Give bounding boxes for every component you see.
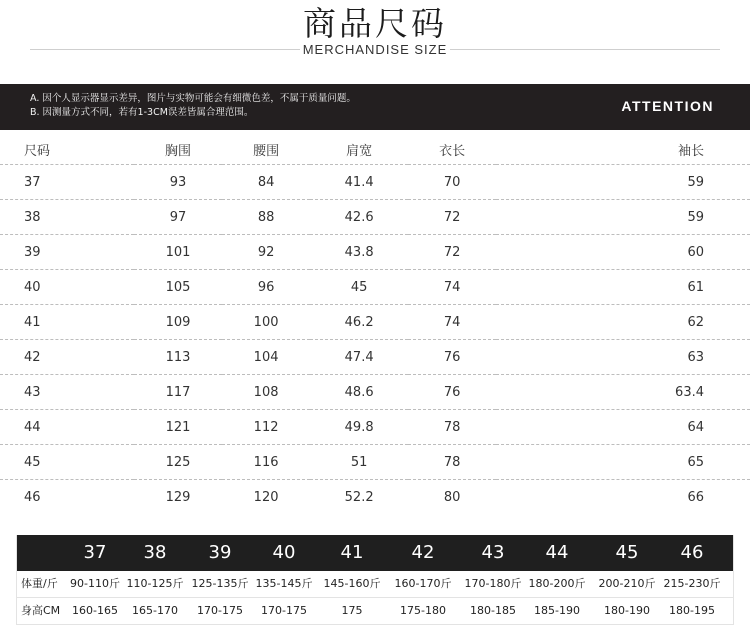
cell-shoulder: 49.8 — [310, 410, 408, 445]
cell-length: 72 — [408, 200, 496, 235]
height-value: 170-175 — [197, 604, 243, 617]
notice-line-b: B. 因测量方式不同，若有1-3CM误差皆属合理范围。 — [30, 107, 254, 118]
cell-length: 78 — [408, 445, 496, 480]
cell-waist: 96 — [222, 270, 310, 305]
cell-length: 76 — [408, 375, 496, 410]
weight-value: 125-135斤 — [191, 577, 249, 590]
page-subtitle: MERCHANDISE SIZE — [302, 42, 448, 57]
cell-size: 37 — [0, 165, 134, 200]
height-value: 180-195 — [669, 604, 715, 617]
cell-shoulder: 47.4 — [310, 340, 408, 375]
cell-shoulder: 43.8 — [310, 235, 408, 270]
reference-size-38: 38 — [143, 542, 167, 563]
cell-shoulder: 51 — [310, 445, 408, 480]
cell-waist: 120 — [222, 480, 310, 515]
height-value: 185-190 — [534, 604, 580, 617]
header-shoulder: 肩宽 — [346, 143, 373, 159]
cell-shoulder: 52.2 — [310, 480, 408, 515]
header-length: 衣长 — [439, 143, 466, 159]
reference-size-44: 44 — [545, 542, 569, 563]
cell-chest: 97 — [134, 200, 222, 235]
cell-chest: 109 — [134, 305, 222, 340]
table-row — [0, 200, 750, 235]
cell-size: 41 — [0, 305, 134, 340]
table-row — [0, 340, 750, 375]
cell-sleeve: 59 — [496, 200, 750, 235]
notice-line-a: A. 因个人显示器显示差异，图片与实物可能会有细微色差，不属于质量问题。 — [30, 93, 356, 104]
cell-size: 43 — [0, 375, 134, 410]
table-row — [0, 305, 750, 340]
cell-sleeve: 64 — [496, 410, 750, 445]
weight-value: 90-110斤 — [70, 577, 120, 590]
cell-chest: 125 — [134, 445, 222, 480]
cell-size: 42 — [0, 340, 134, 375]
reference-size-42: 42 — [411, 542, 435, 563]
table-row — [0, 445, 750, 480]
weight-value: 145-160斤 — [323, 577, 381, 590]
cell-chest: 101 — [134, 235, 222, 270]
cell-shoulder: 48.6 — [310, 375, 408, 410]
cell-size: 40 — [0, 270, 134, 305]
reference-size-41: 41 — [340, 542, 364, 563]
reference-size-46: 46 — [680, 542, 704, 563]
cell-sleeve: 65 — [496, 445, 750, 480]
cell-shoulder: 45 — [310, 270, 408, 305]
cell-waist: 112 — [222, 410, 310, 445]
reference-size-40: 40 — [272, 542, 296, 563]
cell-shoulder: 42.6 — [310, 200, 408, 235]
cell-length: 74 — [408, 270, 496, 305]
cell-size: 44 — [0, 410, 134, 445]
height-value: 175 — [341, 604, 363, 617]
cell-chest: 105 — [134, 270, 222, 305]
cell-chest: 121 — [134, 410, 222, 445]
reference-size-43: 43 — [481, 542, 505, 563]
weight-value: 215-230斤 — [663, 577, 721, 590]
cell-shoulder: 41.4 — [310, 165, 408, 200]
cell-size: 39 — [0, 235, 134, 270]
attention-label: ATTENTION — [621, 98, 714, 114]
header-waist: 腰围 — [253, 143, 280, 159]
table-row — [0, 480, 750, 515]
height-value: 180-190 — [604, 604, 650, 617]
reference-size-header — [17, 535, 733, 571]
header-sleeve: 袖长 — [677, 143, 704, 159]
cell-chest: 113 — [134, 340, 222, 375]
cell-size: 45 — [0, 445, 134, 480]
weight-value: 170-180斤 — [464, 577, 522, 590]
cell-waist: 88 — [222, 200, 310, 235]
reference-size-37: 37 — [83, 542, 107, 563]
cell-waist: 100 — [222, 305, 310, 340]
cell-chest: 117 — [134, 375, 222, 410]
size-table — [0, 134, 750, 514]
cell-waist: 116 — [222, 445, 310, 480]
cell-length: 78 — [408, 410, 496, 445]
page-title: 商品尺码 — [303, 4, 447, 43]
height-value: 180-185 — [470, 604, 516, 617]
cell-chest: 129 — [134, 480, 222, 515]
attention-banner — [0, 84, 750, 130]
cell-length: 80 — [408, 480, 496, 515]
height-value: 165-170 — [132, 604, 178, 617]
subtitle-row — [30, 40, 720, 60]
weight-row — [17, 571, 733, 598]
cell-waist: 84 — [222, 165, 310, 200]
cell-length: 70 — [408, 165, 496, 200]
cell-sleeve: 66 — [496, 480, 750, 515]
reference-table — [16, 535, 734, 625]
cell-sleeve: 60 — [496, 235, 750, 270]
height-value: 160-165 — [72, 604, 118, 617]
weight-value: 180-200斤 — [528, 577, 586, 590]
cell-sleeve: 59 — [496, 165, 750, 200]
header-size: 尺码 — [24, 143, 51, 159]
table-row — [0, 410, 750, 445]
height-value: 175-180 — [400, 604, 446, 617]
table-row — [0, 375, 750, 410]
table-row — [0, 165, 750, 200]
weight-label: 体重/斤 — [21, 577, 58, 590]
weight-value: 135-145斤 — [255, 577, 313, 590]
cell-length: 74 — [408, 305, 496, 340]
height-value: 170-175 — [261, 604, 307, 617]
table-row — [0, 270, 750, 305]
cell-sleeve: 63 — [496, 340, 750, 375]
cell-size: 38 — [0, 200, 134, 235]
cell-waist: 108 — [222, 375, 310, 410]
reference-size-45: 45 — [615, 542, 639, 563]
cell-chest: 93 — [134, 165, 222, 200]
weight-value: 160-170斤 — [394, 577, 452, 590]
cell-waist: 104 — [222, 340, 310, 375]
cell-sleeve: 63.4 — [496, 375, 750, 410]
weight-value: 110-125斤 — [126, 577, 184, 590]
cell-shoulder: 46.2 — [310, 305, 408, 340]
weight-value: 200-210斤 — [598, 577, 656, 590]
header-chest: 胸围 — [165, 143, 192, 159]
table-row — [0, 235, 750, 270]
height-row — [17, 598, 733, 625]
cell-sleeve: 61 — [496, 270, 750, 305]
cell-sleeve: 62 — [496, 305, 750, 340]
height-label: 身高CM — [21, 604, 61, 617]
cell-length: 72 — [408, 235, 496, 270]
cell-size: 46 — [0, 480, 134, 515]
size-table-header — [0, 134, 750, 165]
reference-size-39: 39 — [208, 542, 232, 563]
divider-right — [450, 49, 720, 50]
cell-waist: 92 — [222, 235, 310, 270]
cell-length: 76 — [408, 340, 496, 375]
